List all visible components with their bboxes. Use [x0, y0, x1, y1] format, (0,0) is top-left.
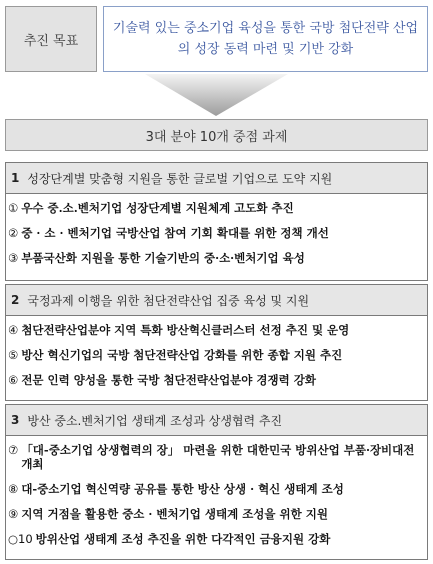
down-arrow-icon — [0, 72, 433, 118]
section-1 — [5, 162, 428, 281]
item-marker: ○10 — [8, 532, 33, 546]
item-text: 전문 인력 양성을 통한 국방 첨단전략산업분야 경쟁력 강화 — [21, 373, 316, 387]
summary-title: 3대 분야 10개 중점 과제 — [5, 119, 428, 151]
item-marker: ⑨ — [8, 507, 19, 521]
list-item — [8, 532, 423, 546]
item-text: 지역 거점을 활용한 중소 · 벤처기업 생태계 조성을 위한 지원 — [21, 507, 328, 521]
item-text: 부품국산화 지원을 통한 기술기반의 중·소·벤처기업 육성 — [21, 251, 305, 265]
goal-line-2: 의 성장 동력 마련 및 기반 강화 — [177, 42, 354, 57]
item-marker: ⑦ — [8, 443, 19, 457]
item-marker: ⑧ — [8, 482, 19, 496]
item-text: 우수 중.소.벤처기업 성장단계별 지원체계 고도화 추진 — [21, 201, 294, 215]
section-number: 2 — [11, 293, 20, 307]
list-item — [8, 348, 423, 362]
list-item — [8, 373, 423, 387]
goal-label: 추진 목표 — [5, 6, 97, 72]
section-3 — [5, 404, 428, 560]
list-item — [8, 323, 423, 337]
section-header — [6, 285, 427, 316]
item-text: 방산 혁신기업의 국방 첨단전략산업 강화를 위한 종합 지원 추진 — [21, 348, 343, 362]
item-text: 방위산업 생태계 조성 추진을 위한 다각적인 금융지원 강화 — [35, 532, 331, 546]
item-text: 대-중소기업 혁신역량 공유를 통한 방산 상생 · 혁신 생태계 조성 — [21, 482, 344, 496]
list-item — [8, 507, 423, 521]
item-marker: ④ — [8, 323, 19, 337]
list-item — [8, 251, 423, 265]
item-marker: ⑤ — [8, 348, 19, 362]
section-title: 성장단계별 맞춤형 지원을 통한 글로벌 기업으로 도약 지원 — [27, 171, 333, 186]
item-marker: ① — [8, 201, 19, 215]
list-item — [8, 482, 423, 496]
section-header — [6, 163, 427, 194]
section-title: 국정과제 이행을 위한 첨단전략산업 집중 육성 및 지원 — [27, 293, 310, 308]
section-title: 방산 중소.벤처기업 생태계 조성과 상생협력 추진 — [27, 413, 283, 428]
section-header — [6, 405, 427, 436]
list-item — [8, 226, 423, 240]
item-marker: ② — [8, 226, 19, 240]
section-number: 3 — [11, 413, 20, 427]
section-number: 1 — [11, 171, 20, 185]
goal-line-1: 기술력 있는 중소기업 육성을 통한 국방 첨단전략 산업 — [112, 21, 419, 36]
item-marker: ③ — [8, 251, 19, 265]
item-marker: ⑥ — [8, 373, 19, 387]
goal-statement — [103, 6, 428, 72]
list-item — [8, 443, 423, 471]
list-item — [8, 201, 423, 215]
section-2 — [5, 284, 428, 401]
item-text: 첨단전략산업분야 지역 특화 방산혁신클러스터 선정 추진 및 운영 — [21, 323, 350, 337]
item-text: 「대-중소기업 상생협력의 장」 마련을 위한 대한민국 방위산업 부품·장비대전 개최 — [21, 443, 415, 471]
item-text: 중 · 소 · 벤처기업 국방산업 참여 기회 확대를 위한 정책 개선 — [21, 226, 329, 240]
